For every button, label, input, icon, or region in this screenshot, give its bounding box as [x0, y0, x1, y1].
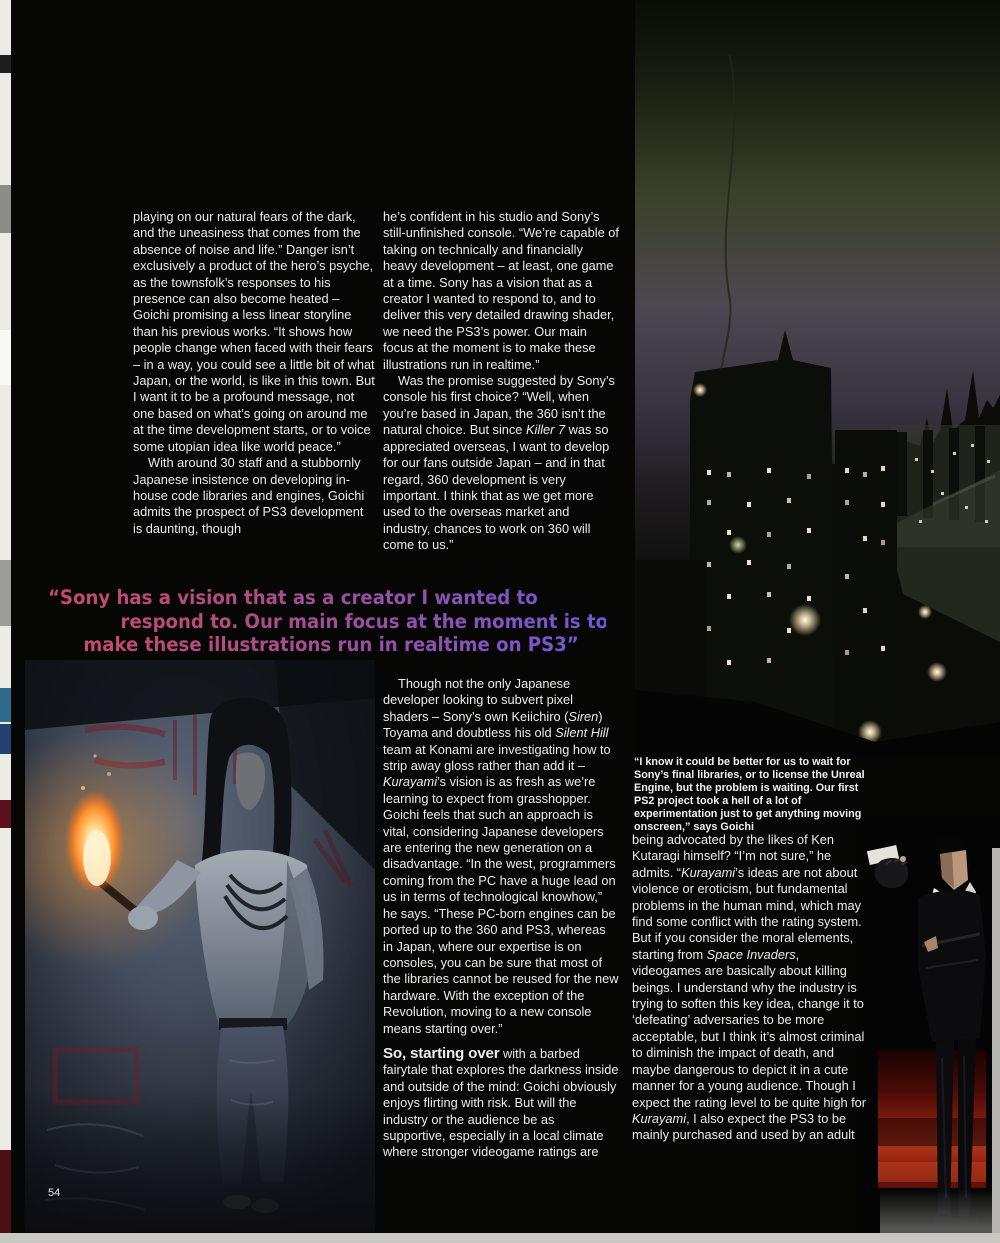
paragraph: With around 30 staff and a stubbornly Japanese insistence on developing in-house code libraries and engines, Goichi admits the prospect of PS3 development is daunting, though	[133, 455, 365, 536]
article-column-2-top	[383, 209, 619, 554]
page-edge-tick	[0, 688, 11, 722]
scan-corner-smudge	[880, 1190, 992, 1233]
paragraph: playing on our natural fears of the dark, and the uneasiness that comes from the absence of noise and life.” Danger isn’t exclusively a product of the hero’s psyche, as the townsfolk’s responses to his presence can also become heated – Goichi promising a less linear storyline than his previous works. “It shows how people change when faced with their fears – in a way, you could see a little bit of what Japan, or the world, is like in this town. But I want it to be a profound message, not one based on what’s going on around me at the time development starts, or to voice some utopian idea like world peace.”	[133, 209, 375, 454]
page-edge-tick	[0, 1150, 11, 1233]
city-night-artwork	[635, 0, 1000, 757]
paragraph: being advocated by the likes of Ken Kutaragi himself? “I’m not sure,” he admits. “Kurayami’s ideas are not about violence or eroticism, but fundamental problems in the human mind, which may find some conflict with the rating system. But if you consider the moral elements, starting from Space Invaders, videogames are basically about killing beings. I understand why the industry is trying to soften this key idea, change it to ‘defeating’ adversaries to be more acceptable, but I think it’s almost criminal to diminish the impact of death, and maybe dangerous to depict it in a cute manner for a young audience. Though I expect the rating level to be quite high for Kurayami, I also expect the PS3 to be mainly purchased and used by an adult	[632, 832, 867, 1143]
pull-quote-line: respond to. Our main focus at the moment is to	[120, 609, 609, 633]
bottom-page-edge	[0, 1233, 1000, 1243]
paragraph: Was the promise suggested by Sony’s console his first choice? “Well, when you’re based in Japan, the 360 isn’t the natural choice. But since Killer 7 was so appreciated overseas, I want to develop for our fans outside Japan – and in that regard, 360 development is very important. I think that as we get more used to the overseas market and industry, chances to work on 360 will come to us.”	[383, 373, 615, 553]
article-column-2-bottom	[383, 676, 619, 1161]
page-edge-tick	[0, 724, 11, 754]
paragraph: Though not the only Japanese developer looking to subvert pixel shaders – Sony’s own Keiichiro (Siren) Toyama and doubtless his old Silent Hill team at Konami are investigating how to strip away gloss rather than add it – Kurayami’s vision is as fresh as we’re learning to expect from grasshopper. Goichi feels that such an approach is vital, considering Japanese developers are entering the new generation on a disadvantage. “In the west, programmers coming from the PC have a huge lead on us in terms of technological knowhow,” he says. “These PC-born engines can be ported up to the 360 and PS3, whereas in Japan, where our expertise is on consoles, you can be sure that most of the libraries cannot be reused for the new hardware. With the exception of the Revolution, moving to a new console means starting over.”	[383, 676, 619, 1036]
page-number: 54	[48, 1187, 61, 1199]
suited-man-artwork	[858, 818, 1000, 1232]
right-page-edge	[992, 848, 1000, 1233]
paragraph: So, starting over with a barbed fairytale that explores the darkness inside and outside of the mind: Goichi obviously enjoys flirting with risk. But will the industry or the audience be as supportive, especially in a local climate where stronger videogame ratings are	[383, 1044, 619, 1160]
pull-quote-line: “Sony has a vision that as a creator I wanted to	[48, 586, 538, 609]
pull-quote-line: make these illustrations run in realtime on PS3”	[83, 633, 579, 656]
article-column-3	[632, 832, 870, 1144]
page-edge-tick	[0, 55, 11, 73]
article-column-1	[133, 209, 375, 537]
page-edge-tick	[0, 185, 11, 233]
torch-man-artwork	[25, 660, 375, 1232]
image-caption: “I know it could be better for us to wait for Sony’s final libraries, or to license the Unreal Engine, but the problem is waiting. Our first PS2 project took a hell of a lot of experimentation just to get anything moving onscreen,” says Goichi	[634, 756, 865, 833]
paragraph: he’s confident in his studio and Sony’s still-unfinished console. “We’re capable of taking on technically and financially heavy development – at least, one game at a time. Sony has a vision that as a creator I wanted to respond to, and to deliver this very detailed drawing shader, we need the PS3’s power. Our main focus at the moment is to make these illustrations run in realtime.”	[383, 209, 619, 372]
page-edge-tick	[0, 560, 11, 626]
page-edge-tick	[0, 330, 11, 385]
page-edge-tick	[0, 800, 11, 828]
pull-quote	[48, 586, 609, 657]
left-page-edge	[0, 0, 11, 1243]
